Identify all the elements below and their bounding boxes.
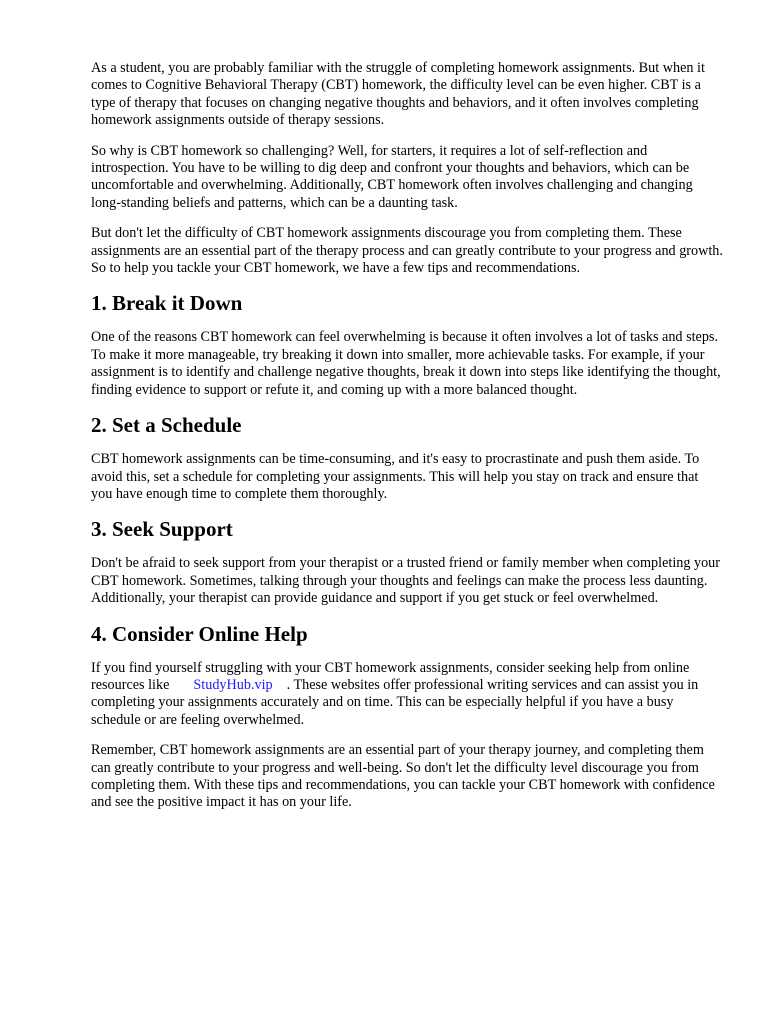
section-body-set-a-schedule: CBT homework assignments can be time-consuming, and it's easy to procrastinate and push them aside. To avoid this, set a schedule for completing your assignments. This will help you stay on track and ensure that you have enough time to complete them thoroughly. [91, 451, 700, 502]
closing-paragraph: Remember, CBT homework assignments are an essential part of your therapy journey, and completing them can greatly contribute to your progress and well-being. So don't let the difficulty level discourage you from completing them. With these tips and recommendations, you can tackle your CBT homework with confidence and see the positive impact it has on your life. [91, 742, 715, 811]
intro-paragraph-1: As a student, you are probably familiar with the struggle of completing homework assignments. But when it comes to Cognitive Behavioral Therapy (CBT) homework, the difficulty level can be even higher. CBT is a type of therapy that focuses on changing negative thoughts and behaviors, and it often involves completing homework assignments outside of therapy sessions. [91, 60, 705, 129]
section-heading-online-help: 4. Consider Online Help [91, 621, 308, 646]
online-help-text-after: . These websites offer professional writing services and can assist you in completing your assignments accurately and on time. This can be especially helpful if you have a busy schedule or are feeling overwhelmed. [91, 676, 699, 728]
intro-paragraph-3: But don't let the difficulty of CBT homework assignments discourage you from completing them. These assignments are an essential part of the therapy process and can greatly contribute to your progress and growth. So to help you tackle your CBT homework, we have a few tips and recommendations. [91, 225, 723, 277]
section-heading-set-a-schedule: 2. Set a Schedule [91, 413, 242, 438]
section-heading-seek-support: 3. Seek Support [91, 517, 233, 542]
section-body-online-help [91, 660, 723, 730]
studyhub-link[interactable]: StudyHub.vip [193, 676, 273, 693]
section-body-seek-support: Don't be afraid to seek support from your therapist or a trusted friend or family member when completing your CBT homework. Sometimes, talking through your thoughts and feelings can make the process less daunting. Additionally, your therapist can provide guidance and support if you get stuck or feel overwhelmed. [91, 555, 720, 607]
section-body-break-it-down: One of the reasons CBT homework can feel overwhelming is because it often involves a lot of tasks and steps. To make it more manageable, try breaking it down into smaller, more achievable tasks. For example, if your assignment is to identify and challenge negative thoughts, break it down into steps like identifying the thought, finding evidence to support or refute it, and coming up with a more balanced thought. [91, 329, 721, 398]
online-help-text-before: If you find yourself struggling with your CBT homework assignments, consider seeking help from online resources like [91, 659, 690, 693]
intro-paragraph-2: So why is CBT homework so challenging? Well, for starters, it requires a lot of self-reflection and introspection. You have to be willing to dig deep and confront your thoughts and behaviors, which can be uncomfortable and overwhelming. Additionally, CBT homework often involves challenging and changing long-standing beliefs and patterns, which can be a daunting task. [91, 142, 693, 211]
section-heading-break-it-down: 1. Break it Down [91, 291, 243, 316]
document-page [91, 60, 723, 825]
